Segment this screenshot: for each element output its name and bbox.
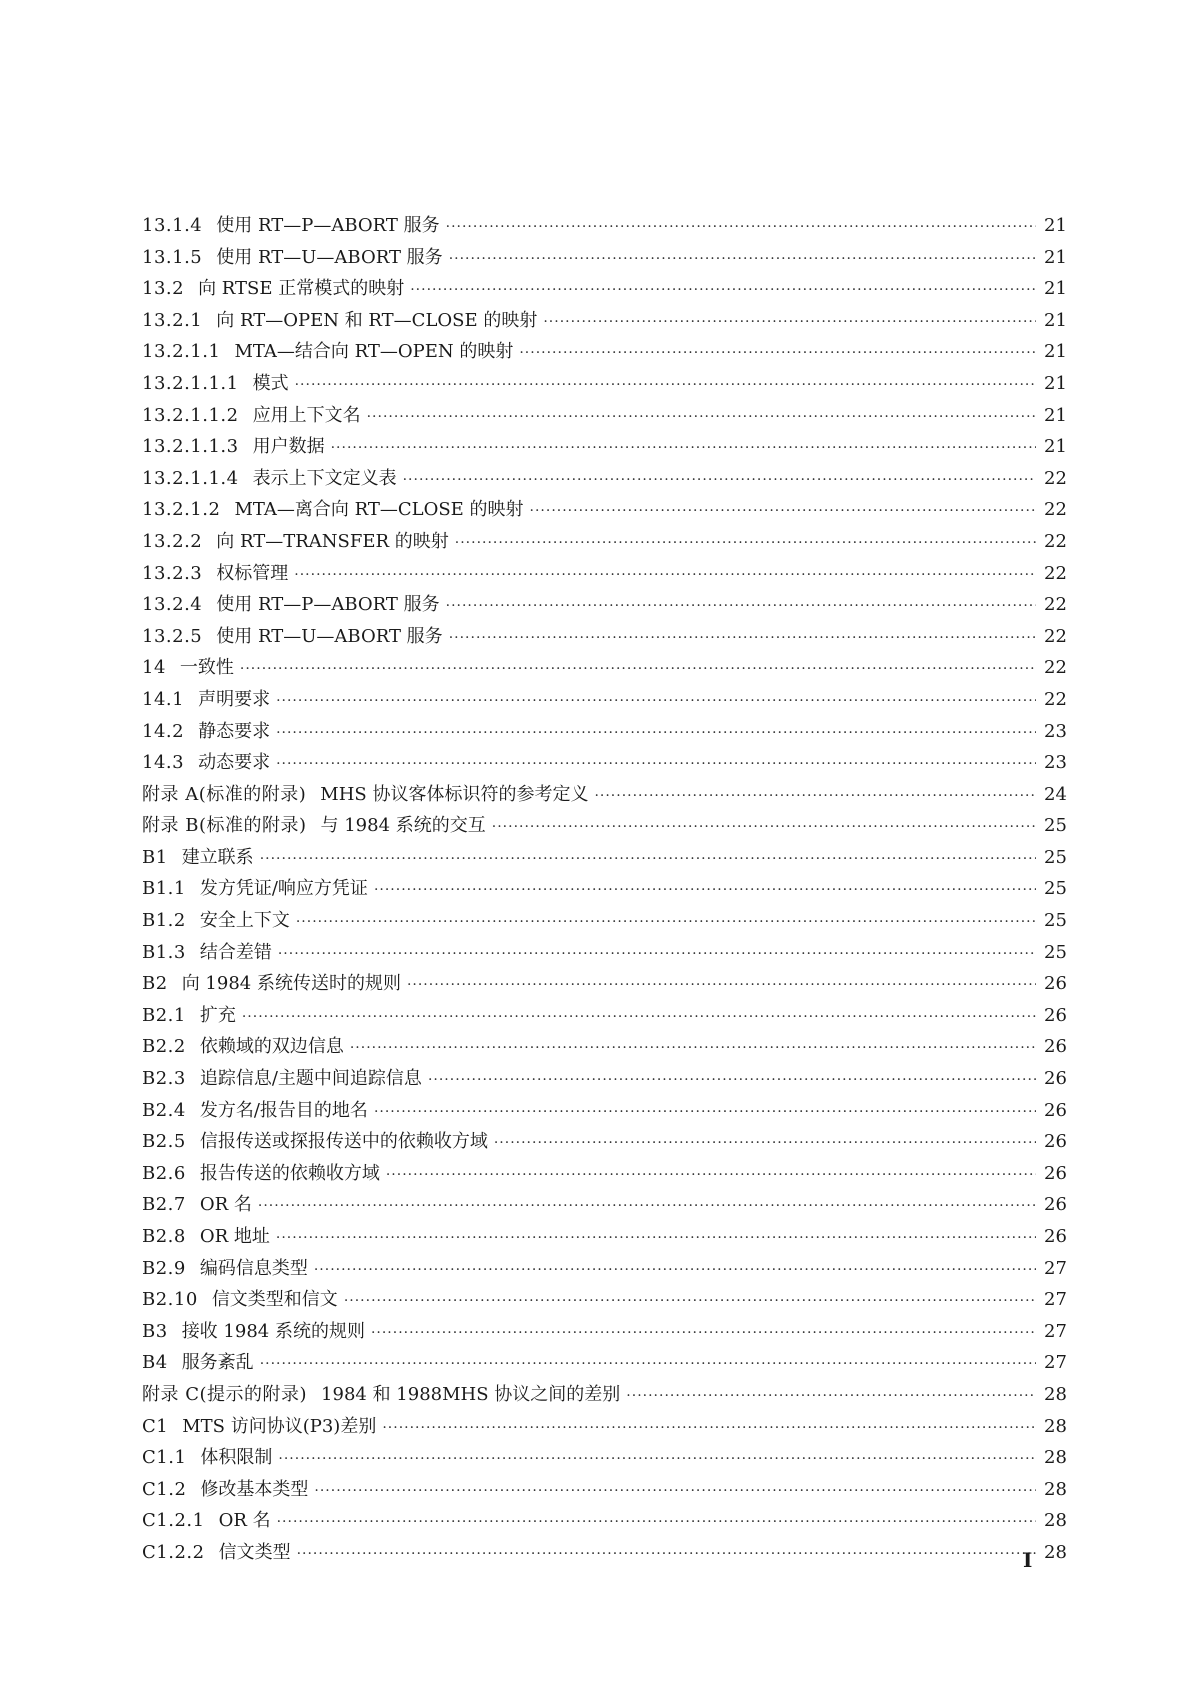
toc-entry-number: 附录 C(提示的附录) (142, 1383, 308, 1405)
toc-entry-page: 28 (1044, 1383, 1067, 1405)
toc-entry-number: B1 (142, 846, 168, 868)
toc-entry-page: 28 (1044, 1447, 1067, 1469)
toc-entry (142, 1063, 1066, 1095)
toc-entry (142, 1347, 1066, 1379)
toc-leader-dots (297, 1539, 1036, 1571)
toc-entry-page: 25 (1044, 878, 1067, 900)
toc-entry-number: B2.5 (142, 1131, 186, 1153)
toc-entry-title: 向 RT—OPEN 和 RT—CLOSE 的映射 (216, 309, 538, 331)
toc-entry (142, 242, 1066, 274)
toc-entry-page: 27 (1044, 1257, 1067, 1279)
toc-entry (142, 589, 1066, 621)
toc-entry-title: 向 1984 系统传送时的规则 (181, 973, 401, 995)
toc-entry-number: 13.2.1.2 (142, 499, 221, 521)
toc-entry-number: 14.3 (142, 752, 185, 774)
toc-entry-title: 发方凭证/响应方凭证 (199, 878, 368, 900)
toc-entry-number: 13.2.1 (142, 309, 203, 331)
toc-entry (142, 621, 1066, 653)
toc-entry (142, 431, 1066, 463)
toc-entry-title: 用户数据 (252, 436, 325, 458)
toc-entry (142, 1000, 1066, 1032)
toc-leader-dots (314, 1255, 1036, 1287)
toc-entry-title: 安全上下文 (199, 910, 290, 932)
toc-leader-dots (276, 749, 1036, 781)
toc-entry-page: 21 (1044, 436, 1067, 458)
toc-entry-page: 23 (1044, 720, 1067, 742)
toc-entry (142, 716, 1066, 748)
toc-entry-number: 14.2 (142, 720, 185, 742)
toc-entry (142, 273, 1066, 305)
toc-entry (142, 305, 1066, 337)
toc-entry-page: 26 (1044, 1004, 1067, 1026)
toc-entry (142, 1158, 1066, 1190)
toc-leader-dots (314, 1476, 1036, 1508)
toc-entry-page: 21 (1044, 246, 1067, 268)
toc-entry-title: 接收 1984 系统的规则 (181, 1320, 365, 1342)
toc-entry (142, 810, 1066, 842)
toc-leader-dots (242, 1002, 1036, 1034)
toc-entry (142, 1379, 1066, 1411)
toc-entry-number: 13.2.4 (142, 594, 203, 616)
toc-leader-dots (278, 939, 1036, 971)
toc-entry-title: 追踪信息/主题中间追踪信息 (199, 1068, 422, 1090)
toc-entry-page: 25 (1044, 815, 1067, 837)
toc-entry-number: 附录 B(标准的附录) (142, 815, 307, 837)
toc-leader-dots (258, 1191, 1036, 1223)
toc-entry-number: 13.2.3 (142, 562, 203, 584)
toc-entry-page: 28 (1044, 1478, 1067, 1500)
page-number: Ⅰ (1023, 1548, 1033, 1572)
toc-leader-dots (626, 1381, 1036, 1413)
toc-entry-title: MHS 协议客体标识符的参考定义 (320, 783, 589, 805)
toc-entry-page: 22 (1044, 530, 1067, 552)
toc-entry-page: 22 (1044, 499, 1067, 521)
toc-entry (142, 968, 1066, 1000)
toc-leader-dots (294, 560, 1036, 592)
toc-entry-page: 22 (1044, 467, 1067, 489)
toc-entry-title: 1984 和 1988MHS 协议之间的差别 (321, 1383, 621, 1405)
toc-leader-dots (240, 654, 1036, 686)
toc-entry-page: 25 (1044, 910, 1067, 932)
toc-entry (142, 652, 1066, 684)
toc-leader-dots (543, 307, 1036, 339)
toc-leader-dots (374, 1097, 1036, 1129)
toc-entry (142, 1126, 1066, 1158)
toc-entry-page: 24 (1044, 783, 1067, 805)
toc-entry-page: 21 (1044, 404, 1067, 426)
toc-entry-number: C1.2 (142, 1478, 187, 1500)
toc-leader-dots (295, 370, 1036, 402)
toc-entry-title: OR 名 (199, 1194, 252, 1216)
toc-entry-page: 21 (1044, 278, 1067, 300)
toc-leader-dots (386, 1160, 1036, 1192)
toc-entry-title: 向 RTSE 正常模式的映射 (198, 278, 405, 300)
toc-entry-page: 28 (1044, 1510, 1067, 1532)
toc-entry (142, 400, 1066, 432)
toc-entry (142, 747, 1066, 779)
toc-entry-number: B4 (142, 1352, 168, 1374)
toc-entry-number: B1.3 (142, 941, 186, 963)
toc-entry-title: MTA—结合向 RT—OPEN 的映射 (234, 341, 514, 363)
toc-entry-page: 26 (1044, 1194, 1067, 1216)
toc-entry-page: 25 (1044, 941, 1067, 963)
toc-leader-dots (449, 623, 1036, 655)
toc-entry-number: C1 (142, 1415, 169, 1437)
toc-leader-dots (382, 1413, 1036, 1445)
toc-entry-title: 结合差错 (199, 941, 272, 963)
toc-entry-title: MTS 访问协议(P3)差别 (182, 1415, 377, 1437)
toc-entry-page: 27 (1044, 1289, 1067, 1311)
toc-entry-number: B2.6 (142, 1162, 186, 1184)
toc-entry-number: B2.1 (142, 1004, 186, 1026)
toc-entry-title: 使用 RT—P—ABORT 服务 (216, 215, 440, 236)
toc-entry-page: 26 (1044, 1162, 1067, 1184)
toc-entry-title: 一致性 (179, 657, 234, 679)
toc-entry-number: 13.2.1.1.3 (142, 436, 239, 458)
toc-entry-number: 附录 A(标准的附录) (142, 783, 307, 805)
toc-leader-dots (276, 686, 1036, 718)
toc-entry-title: 建立联系 (181, 846, 254, 868)
toc-entry-title: 依赖域的双边信息 (199, 1036, 344, 1058)
toc-leader-dots (367, 402, 1036, 434)
toc-entry-title: 动态要求 (198, 752, 271, 774)
toc-entry-page: 26 (1044, 1226, 1067, 1247)
toc-entry-number: 13.1.5 (142, 246, 203, 268)
toc-entry (142, 842, 1066, 874)
toc-leader-dots (278, 1444, 1036, 1476)
table-of-contents (142, 210, 1066, 1569)
toc-entry-title: 应用上下文名 (252, 404, 361, 426)
toc-entry (142, 1189, 1066, 1221)
toc-leader-dots (530, 496, 1036, 528)
toc-entry-number: 13.2.1.1.2 (142, 404, 239, 426)
toc-entry (142, 210, 1066, 242)
toc-entry-number: B2.7 (142, 1194, 186, 1216)
toc-leader-dots (519, 338, 1036, 370)
toc-leader-dots (276, 1223, 1036, 1255)
toc-entry-number: 13.2.1.1 (142, 341, 221, 363)
toc-entry-number: B1.2 (142, 910, 186, 932)
toc-leader-dots (276, 718, 1036, 750)
toc-entry-page: 22 (1044, 562, 1067, 584)
toc-entry-title: 修改基本类型 (200, 1478, 309, 1500)
toc-entry-page: 21 (1044, 309, 1067, 331)
toc-leader-dots (296, 907, 1036, 939)
toc-entry-title: OR 名 (218, 1510, 271, 1532)
toc-leader-dots (277, 1507, 1036, 1539)
toc-entry (142, 905, 1066, 937)
toc-entry (142, 558, 1066, 590)
toc-leader-dots (260, 1349, 1036, 1381)
toc-leader-dots (492, 812, 1036, 844)
toc-entry-page: 28 (1044, 1415, 1067, 1437)
toc-entry (142, 494, 1066, 526)
toc-entry-number: B1.1 (142, 878, 186, 900)
toc-entry-title: 模式 (252, 372, 289, 394)
toc-leader-dots (455, 528, 1036, 560)
toc-entry-title: 信报传送或探报传送中的依赖收方域 (199, 1131, 488, 1153)
toc-entry-page: 28 (1044, 1541, 1067, 1563)
toc-leader-dots (350, 1033, 1036, 1065)
toc-entry-number: B2.10 (142, 1289, 198, 1311)
toc-entry-page: 21 (1044, 372, 1067, 394)
toc-entry-number: B2.8 (142, 1226, 186, 1247)
toc-entry-number: 13.2.1.1.4 (142, 467, 239, 489)
toc-entry (142, 1316, 1066, 1348)
toc-entry (142, 1505, 1066, 1537)
toc-entry-page: 21 (1044, 341, 1067, 363)
toc-entry-page: 22 (1044, 688, 1067, 710)
toc-entry-page: 26 (1044, 1131, 1067, 1153)
toc-entry-title: 服务紊乱 (181, 1352, 254, 1374)
toc-entry-number: 13.2.2 (142, 530, 203, 552)
toc-entry-page: 26 (1044, 973, 1067, 995)
toc-entry (142, 336, 1066, 368)
toc-entry (142, 684, 1066, 716)
toc-entry (142, 1221, 1066, 1253)
toc-entry (142, 1253, 1066, 1285)
toc-entry-page: 21 (1044, 215, 1067, 236)
toc-entry-number: C1.2.2 (142, 1541, 205, 1563)
toc-entry-number: C1.1 (142, 1447, 187, 1469)
toc-entry-page: 25 (1044, 846, 1067, 868)
toc-entry-title: 报告传送的依赖收方域 (199, 1162, 380, 1184)
toc-leader-dots (374, 875, 1036, 907)
toc-entry-number: B2.4 (142, 1099, 186, 1121)
toc-entry (142, 1442, 1066, 1474)
toc-leader-dots (344, 1286, 1036, 1318)
toc-entry (142, 1284, 1066, 1316)
toc-entry-number: 13.2.5 (142, 625, 203, 647)
toc-leader-dots (410, 275, 1036, 307)
toc-entry-number: 13.2.1.1.1 (142, 372, 239, 394)
toc-leader-dots (331, 433, 1036, 465)
toc-entry-number: B2 (142, 973, 168, 995)
toc-entry (142, 1474, 1066, 1506)
toc-entry (142, 463, 1066, 495)
toc-entry-page: 27 (1044, 1320, 1067, 1342)
toc-entry-title: 发方名/报告目的地名 (199, 1099, 368, 1121)
toc-entry-title: 声明要求 (198, 688, 271, 710)
toc-entry-title: 静态要求 (198, 720, 271, 742)
toc-entry (142, 1411, 1066, 1443)
toc-entry-number: 13.1.4 (142, 215, 203, 236)
toc-leader-dots (260, 844, 1036, 876)
toc-entry-title: OR 地址 (199, 1226, 270, 1247)
toc-entry-title: 使用 RT—P—ABORT 服务 (216, 594, 440, 616)
toc-leader-dots (594, 781, 1036, 813)
toc-entry (142, 1537, 1066, 1569)
toc-entry-title: 编码信息类型 (199, 1257, 308, 1279)
toc-entry-number: 14 (142, 657, 166, 679)
toc-entry-title: 信文类型 (218, 1541, 291, 1563)
toc-entry-title: 扩充 (199, 1004, 236, 1026)
toc-leader-dots (403, 465, 1036, 497)
toc-entry-number: 13.2 (142, 278, 185, 300)
toc-leader-dots (494, 1128, 1036, 1160)
toc-leader-dots (449, 244, 1036, 276)
toc-entry-title: MTA—离合向 RT—CLOSE 的映射 (234, 499, 524, 521)
toc-entry-page: 22 (1044, 625, 1067, 647)
toc-entry (142, 1095, 1066, 1127)
toc-entry-number: B2.9 (142, 1257, 186, 1279)
toc-entry-page: 22 (1044, 594, 1067, 616)
toc-entry-number: B3 (142, 1320, 168, 1342)
toc-entry (142, 526, 1066, 558)
toc-entry-title: 表示上下文定义表 (252, 467, 397, 489)
toc-entry (142, 779, 1066, 811)
toc-entry-page: 27 (1044, 1352, 1067, 1374)
toc-entry-number: C1.2.1 (142, 1510, 205, 1532)
toc-entry-page: 26 (1044, 1099, 1067, 1121)
toc-entry (142, 1031, 1066, 1063)
toc-entry-number: 14.1 (142, 688, 185, 710)
toc-entry-title: 使用 RT—U—ABORT 服务 (216, 625, 443, 647)
toc-entry (142, 937, 1066, 969)
toc-entry-title: 体积限制 (200, 1447, 273, 1469)
toc-entry-page: 26 (1044, 1068, 1067, 1090)
toc-entry-page: 26 (1044, 1036, 1067, 1058)
toc-leader-dots (407, 970, 1036, 1002)
toc-entry-title: 信文类型和信文 (211, 1289, 338, 1311)
toc-entry-page: 23 (1044, 752, 1067, 774)
toc-entry-number: B2.2 (142, 1036, 186, 1058)
toc-entry-number: B2.3 (142, 1068, 186, 1090)
toc-entry-page: 22 (1044, 657, 1067, 679)
toc-leader-dots (446, 212, 1036, 244)
toc-leader-dots (446, 591, 1036, 623)
toc-entry-title: 使用 RT—U—ABORT 服务 (216, 246, 443, 268)
toc-entry-title: 权标管理 (216, 562, 289, 584)
toc-leader-dots (428, 1065, 1036, 1097)
toc-entry-title: 向 RT—TRANSFER 的映射 (216, 530, 449, 552)
toc-entry (142, 368, 1066, 400)
toc-entry (142, 873, 1066, 905)
toc-leader-dots (371, 1318, 1036, 1350)
toc-entry-title: 与 1984 系统的交互 (320, 815, 486, 837)
